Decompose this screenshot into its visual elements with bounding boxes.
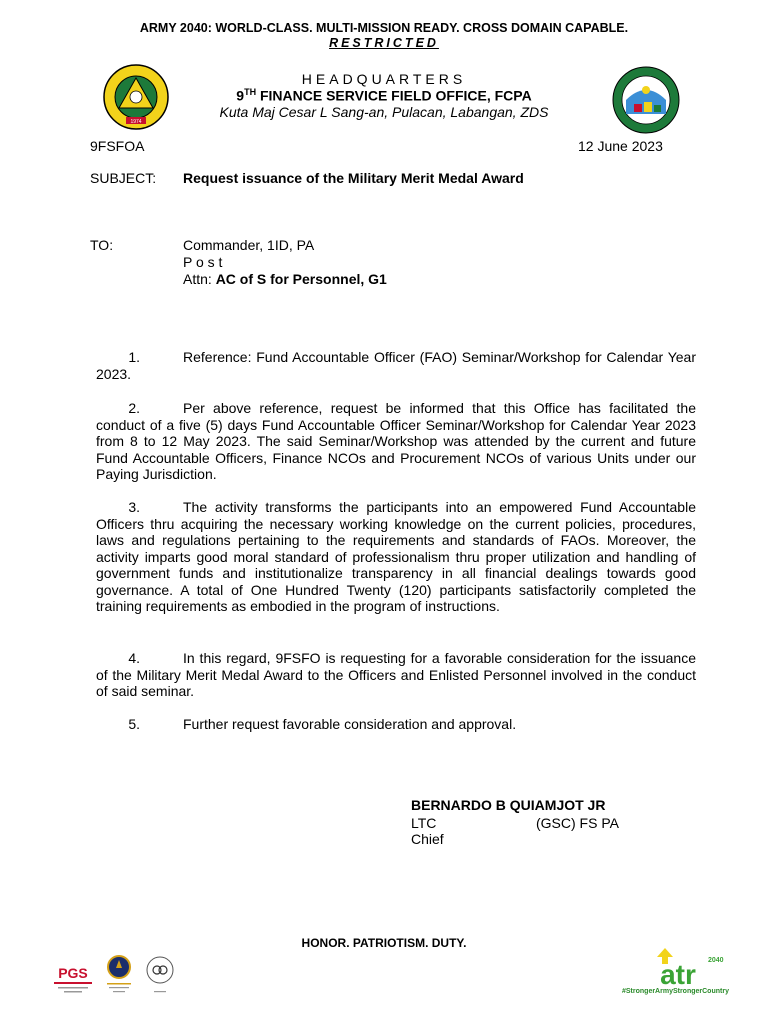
- office-name: 9TH FINANCE SERVICE FIELD OFFICE, FCPA: [236, 87, 532, 104]
- subject-label: SUBJECT:: [90, 170, 157, 186]
- signatory-branch: (GSC) FS PA: [536, 815, 619, 831]
- classification-marking: RESTRICTED: [329, 36, 439, 50]
- circular-logo-icon: [143, 955, 177, 999]
- paragraph-5: 5. Further request favorable consideration and approval.: [128, 716, 517, 732]
- subject-text: Request issuance of the Military Merit Medal Award: [183, 170, 524, 186]
- svg-text:2040: 2040: [708, 957, 724, 964]
- signatory-name: BERNARDO B QUIAMJOT JR: [411, 797, 606, 813]
- signatory-rank: LTC: [411, 815, 437, 831]
- addressee-line-2: P o s t: [183, 254, 223, 270]
- reference-code: 9FSFOA: [90, 138, 145, 154]
- headquarters-label: HEADQUARTERS: [301, 71, 467, 87]
- memo-date: 12 June 2023: [578, 138, 663, 154]
- svg-text:PGS: PGS: [58, 965, 88, 981]
- signatory-position: Chief: [411, 831, 444, 847]
- paragraph-2: 2. Per above reference, request be informed that this Office has facilitated the conduct of a five (5) days Fund Accountable Officer Seminar/Workshop for Calendar Year 2023 from 8 to 12 May 2023. The said Seminar/Workshop was attended by the current and future Fund Accountable Officers, Finance NCOs and Procurement NCOs of various Units under our Paying Jurisdiction.: [96, 400, 696, 482]
- fsfo-unit-seal-icon: [612, 66, 680, 134]
- paragraph-1: 1. Reference: Fund Accountable Officer (FAO) Seminar/Workshop for Calendar Year 2023.: [96, 349, 696, 382]
- footer-motto: HONOR. PATRIOTISM. DUTY.: [301, 936, 467, 950]
- paragraph-4: 4. In this regard, 9FSFO is requesting for a favorable consideration for the issuance of the Military Merit Medal Award to the Officers and Enlisted Personnel involved in the conduct of said seminar.: [96, 650, 696, 699]
- addressee-line-1: Commander, 1ID, PA: [183, 237, 315, 253]
- pgs-logo-icon: [50, 960, 96, 1000]
- to-label: TO:: [90, 237, 114, 253]
- attention-line: Attn: AC of S for Personnel, G1: [183, 271, 387, 287]
- svg-text:1974: 1974: [130, 119, 142, 125]
- paragraph-3: 3. The activity transforms the participants into an empowered Fund Accountable Officers thru acquiring the necessary working knowledge on the current policies, procedures, laws and regulations pertaining to the requirements and standards of FAOs. Moreover, the activity imparts good moral standard of professionalism thru proper utilization and handling of government funds and institutionalize transparency in all financial dealings towards good governance. A total of One Hundred Twenty (120) participants satisfactorily completed the training requirements as embodied in the program of instructions.: [96, 499, 696, 614]
- army-hashtag: #StrongerArmyStrongerCountry: [622, 988, 729, 995]
- office-address: Kuta Maj Cesar L Sang-an, Pulacan, Labangan, ZDS: [219, 104, 549, 120]
- svg-text:atr: atr: [660, 959, 696, 988]
- army-motto: ARMY 2040: WORLD-CLASS. MULTI-MISSION READY. CROSS DOMAIN CAPABLE.: [139, 21, 629, 35]
- governance-seal-icon: [104, 954, 134, 998]
